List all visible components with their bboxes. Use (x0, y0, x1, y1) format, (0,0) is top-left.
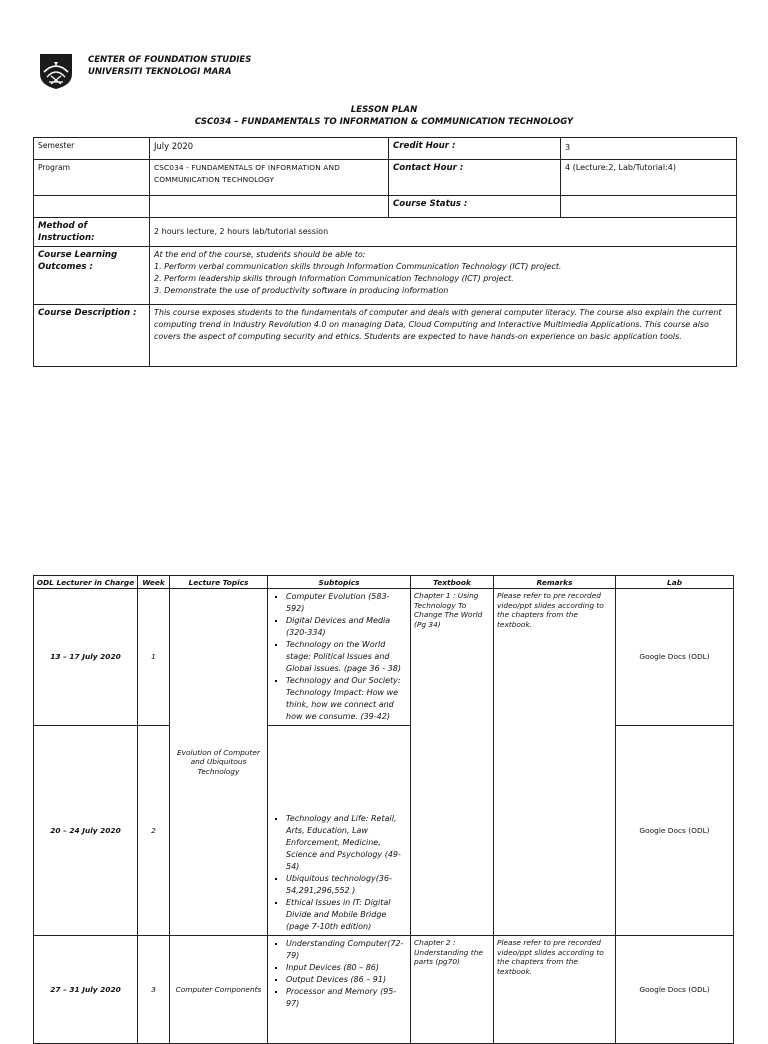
header-topics: Lecture Topics (170, 576, 268, 589)
contact-hour-label: Contact Hour : (389, 160, 561, 196)
row1-lab: Google Docs (ODL) (616, 589, 734, 726)
credit-hour-label: Credit Hour : (389, 138, 561, 160)
description-value: This course exposes students to the fundamentals of computer and deals with general computer literacy. The course also explain the current computing trend in Industry Revolution 4.0 on managing Data, Cloud Computing and Interactive Multimedia Applications. This course also covers the aspect of computing security and ethics. Students are expected to have hands-on experience on basic application tools. (150, 305, 737, 367)
textbook-chapter-2: Chapter 2 : Understanding the parts (pg70) (411, 936, 494, 1044)
list-item: ▪ Processor and Memory (95-97) (286, 986, 407, 1010)
contact-hour-value: 4 (Lecture:2, Lab/Tutorial:4) (561, 160, 737, 196)
course-title: CSC034 – FUNDAMENTALS TO INFORMATION & COMMUNICATION TECHNOLOGY (194, 117, 574, 127)
list-item: ▪ Ethical Issues in IT: Digital Divide and Mobile Bridge (page 7-10th edition) (286, 897, 407, 933)
document-header (38, 52, 338, 92)
list-item: ▪ Technology and Life: Retail, Arts, Education, Law Enforcement, Medicine, Science and Psychology (49-54) (286, 813, 407, 873)
program-row (34, 160, 737, 196)
doc-title: LESSON PLAN (350, 105, 418, 115)
clo-item-1: 1. Perform verbal communication skills through Information Communication Technology (ICT) project. (154, 262, 562, 271)
method-row (34, 218, 737, 247)
row3-lab: Google Docs (ODL) (616, 936, 734, 1044)
description-row (34, 305, 737, 367)
list-item: ▪ Digital Devices and Media (320-334) (286, 615, 407, 639)
description-label: Course Description : (34, 305, 150, 367)
clo-row (34, 247, 737, 305)
list-item: ▪ Technology and Our Society: Technology Impact: How we think, how we connect and how we consume. (39-42) (286, 675, 407, 723)
clo-intro: At the end of the course, students should be able to: (154, 250, 366, 259)
row2-dates: 20 – 24 July 2020 (34, 726, 138, 936)
credit-hour-value: 3 (561, 138, 737, 160)
row3-dates: 27 – 31 July 2020 (34, 936, 138, 1044)
status-empty-2 (150, 196, 389, 218)
list-item: ▪ Input Devices (80 – 86) (286, 962, 407, 974)
uitm-logo-icon (38, 52, 74, 90)
header-lab: Lab (616, 576, 734, 589)
status-row (34, 196, 737, 218)
table-row (34, 726, 734, 936)
document-titles (0, 104, 768, 128)
header-remarks: Remarks (494, 576, 616, 589)
semester-value: July 2020 (150, 138, 389, 160)
subtopics-cell-c (268, 936, 411, 1044)
institution-name (88, 54, 251, 78)
clo-item-3: 3. Demonstrate the use of productivity software in producing information (154, 286, 449, 295)
clo-value (150, 247, 737, 305)
header-week: Week (138, 576, 170, 589)
table-row (34, 589, 734, 726)
remarks-1: Please refer to pre recorded video/ppt slides according to the chapters from the textbook. (494, 589, 616, 936)
program-label: Program (34, 160, 150, 196)
row1-week: 1 (138, 589, 170, 726)
header-textbook: Textbook (411, 576, 494, 589)
semester-row (34, 138, 737, 160)
subtopics-cell-b (268, 726, 411, 936)
topic-evolution: Evolution of Computer and Ubiquitous Technology (170, 589, 268, 936)
table-row (34, 936, 734, 1044)
list-item: ▪ Computer Evolution (583-592) (286, 591, 407, 615)
topic-components: Computer Components (170, 936, 268, 1044)
method-value: 2 hours lecture, 2 hours lab/tutorial session (150, 218, 737, 247)
textbook-chapter-1: Chapter 1 : Using Technology To Change The World (Pg 34) (411, 589, 494, 936)
method-label: Method of Instruction: (34, 218, 150, 247)
header-subtopics: Subtopics (268, 576, 411, 589)
course-status-label: Course Status : (389, 196, 561, 218)
row3-week: 3 (138, 936, 170, 1044)
institution-line-1: CENTER OF FOUNDATION STUDIES (88, 55, 252, 65)
plan-header-row (34, 576, 734, 589)
semester-label: Semester (34, 138, 150, 160)
list-item: ▪ Ubiquitous technology(36-54,291,296,552 ) (286, 873, 407, 897)
course-status-value (561, 196, 737, 218)
status-empty-1 (34, 196, 150, 218)
program-value: CSC034 - FUNDAMENTALS OF INFORMATION AND COMMUNICATION TECHNOLOGY (150, 160, 389, 196)
list-item: ▪ Technology on the World stage: Political Issues and Global issues. (page 36 - 38) (286, 639, 407, 675)
lesson-plan-table (33, 575, 734, 1044)
remarks-2: Please refer to pre recorded video/ppt slides according to the chapters from the textbook. (494, 936, 616, 1044)
header-lecturer: ODL Lecturer in Charge (34, 576, 138, 589)
clo-item-2: 2. Perform leadership skills through Information Communication Technology (ICT) project. (154, 274, 514, 283)
clo-label: Course Learning Outcomes : (34, 247, 150, 305)
institution-line-2: UNIVERSITI TEKNOLOGI MARA (88, 67, 232, 77)
row1-dates: 13 – 17 July 2020 (34, 589, 138, 726)
course-info-table (33, 137, 737, 367)
list-item: ▪ Output Devices (86 – 91) (286, 974, 407, 986)
row2-lab: Google Docs (ODL) (616, 726, 734, 936)
row2-week: 2 (138, 726, 170, 936)
list-item: ▪ Understanding Computer(72-79) (286, 938, 407, 962)
subtopics-cell-a (268, 589, 411, 726)
